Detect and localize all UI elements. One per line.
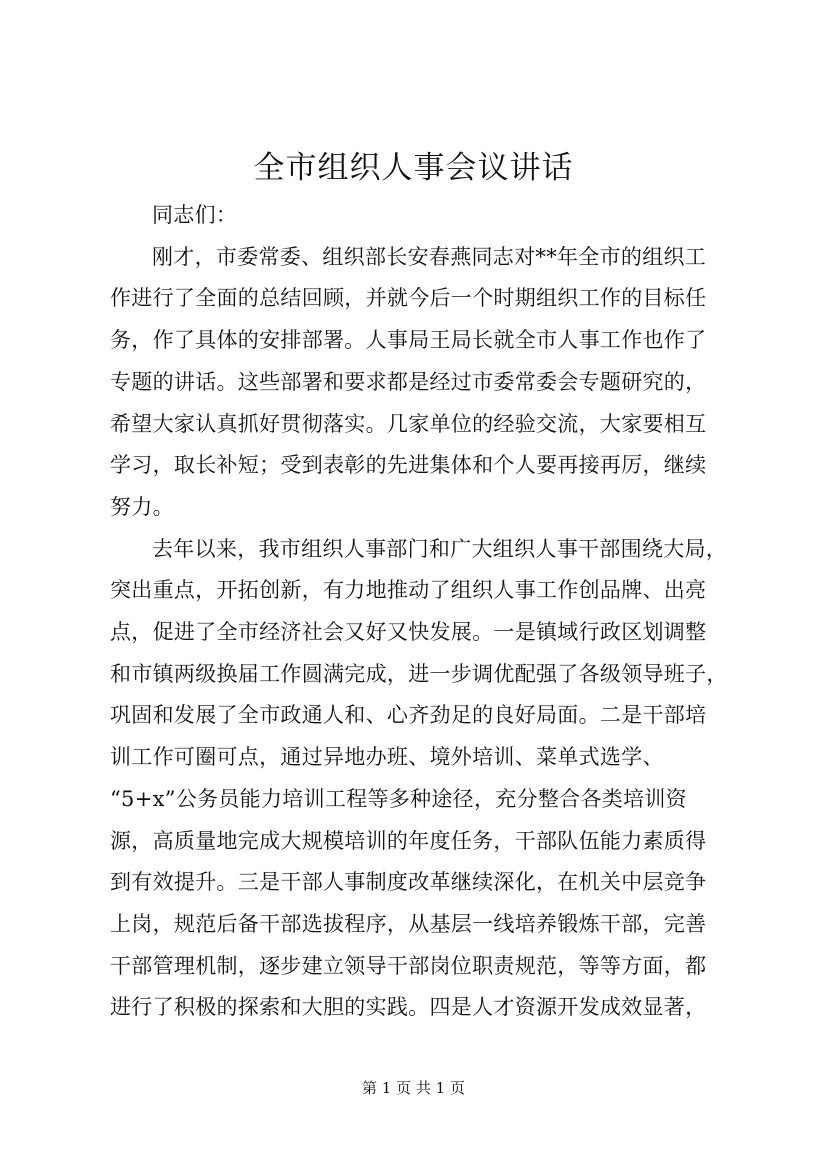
paragraph-line: 和市镇两级换届工作圆满完成，进一步调优配强了各级领导班子， — [110, 661, 728, 686]
document-body — [110, 195, 728, 1029]
paragraph-line: 希望大家认真抓好贯彻落实。几家单位的经验交流，大家要相互 — [110, 411, 707, 436]
paragraph-line: 去年以来，我市组织人事部门和广大组织人事干部围绕大局， — [152, 536, 728, 561]
paragraph-line: 到有效提升。三是干部人事制度改革继续深化，在机关中层竞争 — [110, 870, 707, 895]
paragraph-line: 干部管理机制，逐步建立领导干部岗位职责规范，等等方面，都 — [110, 953, 707, 978]
paragraph-line: 务，作了具体的安排部署。人事局王局长就全市人事工作也作了 — [110, 328, 707, 353]
paragraph-line: “5+x”公务员能力培训工程等多种途径，充分整合各类培训资 — [110, 786, 687, 811]
paragraph-line: 训工作可圈可点，通过异地办班、境外培训、菜单式选学、 — [110, 745, 664, 770]
document-title: 全市组织人事会议讲话 — [253, 150, 574, 186]
paragraph-line: 点，促进了全市经济社会又好又快发展。一是镇域行政区划调整 — [110, 620, 707, 645]
paragraph-line: 作进行了全面的总结回顾，并就今后一个时期组织工作的目标任 — [110, 286, 707, 311]
paragraph-1 — [110, 237, 728, 529]
paragraph-line: 巩固和发展了全市政通人和、心齐劲足的良好局面。二是干部培 — [110, 703, 707, 728]
salutation-text: 同志们： — [152, 203, 238, 227]
paragraph-line: 努力。 — [110, 494, 174, 519]
paragraph-line: 专题的讲话。这些部署和要求都是经过市委常委会专题研究的， — [110, 369, 707, 394]
paragraph-line: 刚才，市委常委、组织部长安春燕同志对**年全市的组织工 — [152, 244, 707, 269]
paragraph-line: 进行了积极的探索和大胆的实践。四是人才资源开发成效显著， — [110, 995, 707, 1020]
paragraph-2 — [110, 529, 728, 1029]
paragraph-line: 上岗，规范后备干部选拔程序，从基层一线培养锻炼干部，完善 — [110, 911, 707, 936]
salutation — [110, 195, 728, 237]
paragraph-line: 源，高质量地完成大规模培训的年度任务，干部队伍能力素质得 — [110, 828, 707, 853]
paragraph-line: 突出重点，开拓创新，有力地推动了组织人事工作创品牌、出亮 — [110, 578, 707, 603]
paragraph-line: 学习，取长补短；受到表彰的先进集体和个人要再接再厉，继续 — [110, 453, 707, 478]
page-footer: 第 1 页 共 1 页 — [362, 1079, 465, 1097]
